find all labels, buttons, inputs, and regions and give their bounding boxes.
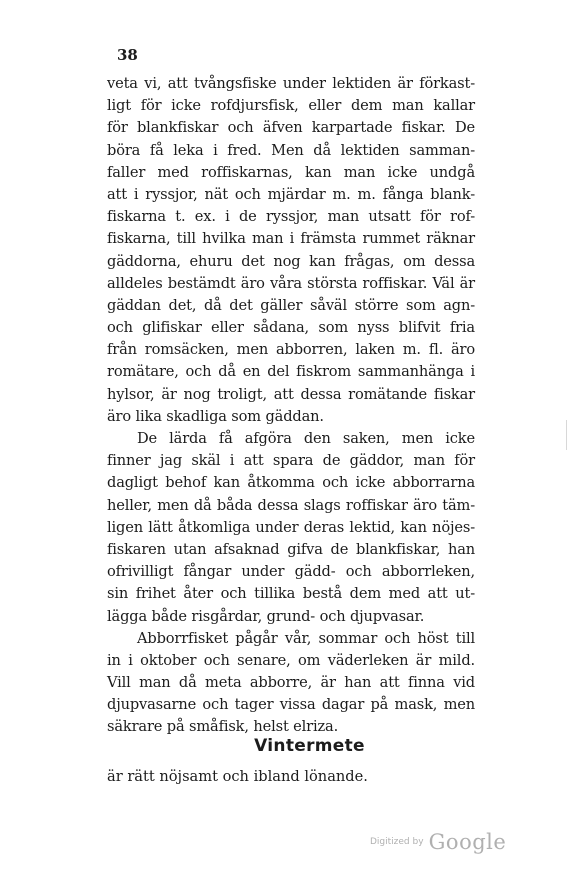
- body-text: [107, 73, 475, 739]
- text-line: veta vi, att tvångsfiske under lektiden är förkast-: [107, 75, 475, 92]
- text-line: finner jag skäl i att spara de gäddor, man för: [107, 452, 475, 470]
- text-line: böra få leka i fred. Men då lektiden samman-: [107, 141, 475, 159]
- text-line: heller, men då båda dessa slags roffiskar äro täm-: [107, 496, 475, 514]
- text-line-after-heading: är rätt nöjsamt och ibland lönande.: [107, 768, 368, 785]
- page-number: 38: [117, 46, 138, 64]
- text-line: lägga både risgårdar, grund- och djupvasar.: [107, 607, 425, 625]
- google-logo-icon: Google: [428, 830, 507, 854]
- text-line: äro lika skadliga som gäddan.: [107, 407, 324, 425]
- text-line: fiskarna, till hvilka man i främsta rummet räknar: [107, 230, 475, 248]
- text-line: fiskarna t. ex. i de ryssjor, man utsatt för rof-: [107, 208, 475, 226]
- text-line: att i ryssjor, nät och mjärdar m. m. fånga blank-: [107, 185, 475, 203]
- text-line: ligt för icke rofdjursfisk, eller dem man kallar: [107, 97, 475, 115]
- text-line: Abborrfisket pågår vår, sommar och höst till: [137, 629, 475, 647]
- text-line: faller med roffiskarnas, kan man icke undgå: [107, 163, 475, 181]
- text-line: in i oktober och senare, om väderleken är mild.: [107, 651, 475, 669]
- section-heading: [0, 736, 569, 756]
- text-line: romätare, och då en del fiskrom sammanhänga i: [107, 363, 475, 381]
- page-edge-mark: [566, 420, 567, 450]
- google-watermark: [370, 830, 506, 854]
- text-line: hylsor, är nog troligt, att dessa romätande fiskar: [107, 385, 475, 403]
- text-line: Vill man då meta abborre, är han att finna vid: [107, 674, 475, 692]
- text-line: för blankfiskar och äfven karpartade fiskar. De: [107, 119, 475, 137]
- text-line: alldeles bestämdt äro våra största roffiskar. Väl är: [107, 274, 475, 292]
- watermark-digitized-by: Digitized by: [370, 837, 424, 847]
- text-line: De lärda få afgöra den saken, men icke: [137, 430, 475, 447]
- text-line: fiskaren utan afsaknad gifva de blankfiskar, han: [107, 540, 475, 558]
- text-line: och glifiskar eller sådana, som nyss blifvit fria: [107, 319, 475, 337]
- text-line: djupvasarne och tager vissa dagar på mask, men: [107, 696, 475, 714]
- text-line: dagligt behof kan åtkomma och icke abborrarna: [107, 474, 475, 492]
- text-line: gäddan det, då det gäller såväl större som agn-: [107, 296, 475, 314]
- section-heading-text: Vintermete: [254, 736, 365, 756]
- text-line: säkrare på småfisk, helst elriza.: [107, 718, 339, 736]
- text-line: ligen lätt åtkomliga under deras lektid, kan nöjes-: [107, 518, 475, 536]
- text-line: sin frihet åter och tillika bestå dem med att ut-: [107, 585, 475, 603]
- text-line: gäddorna, ehuru det nog kan frågas, om dessa: [107, 252, 475, 270]
- text-line: från romsäcken, men abborren, laken m. fl. äro: [107, 341, 475, 359]
- text-line: ofrivilligt fångar under gädd- och abborrleken,: [107, 563, 475, 581]
